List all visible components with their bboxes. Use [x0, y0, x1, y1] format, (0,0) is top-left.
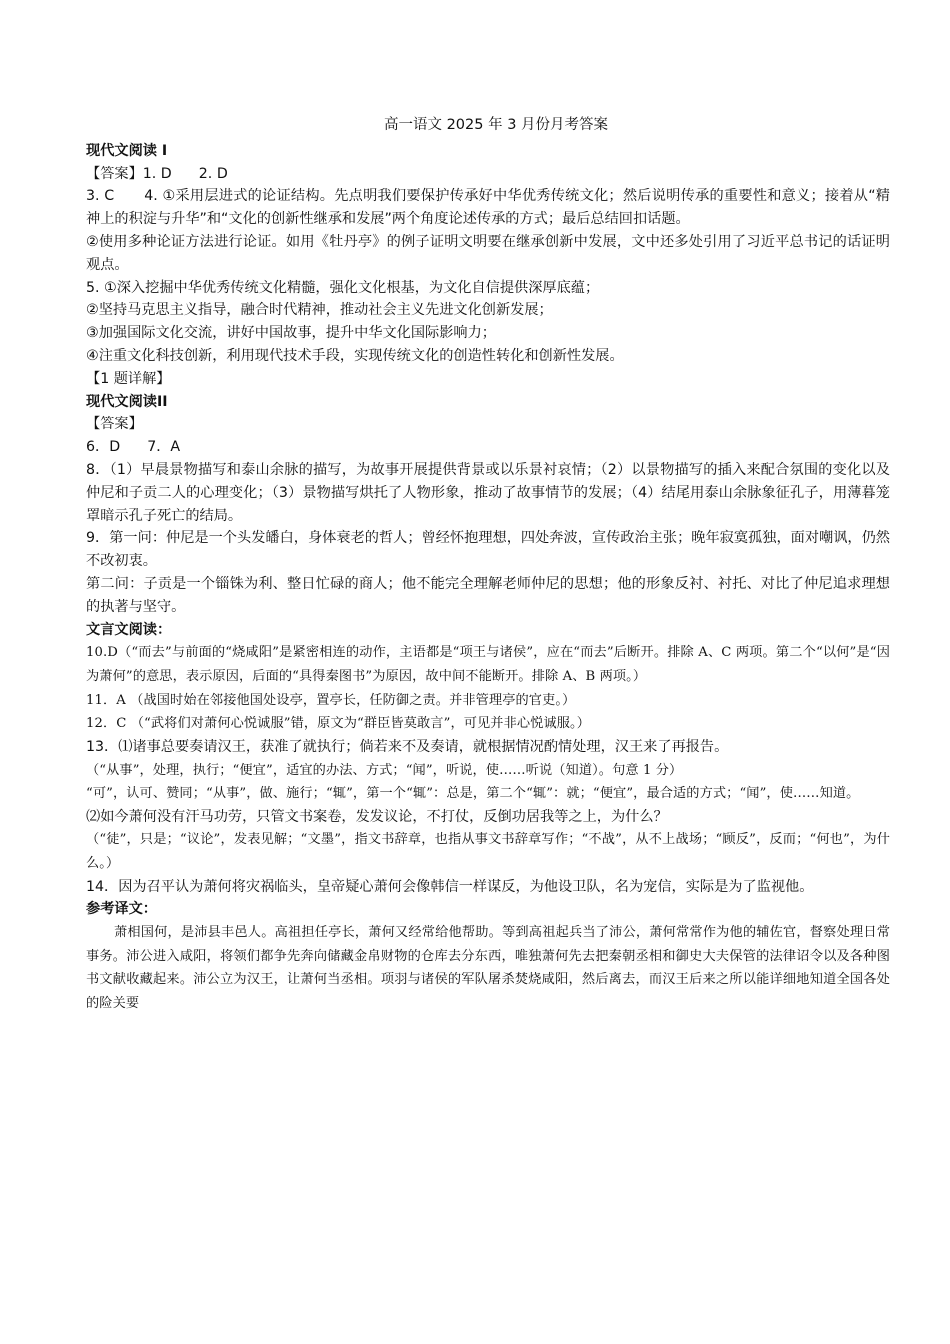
answer-13-note-3: （“徒”，只是；“议论”，发表见解；“文墨”，指文书辞章，也指从事文书辞章写作；“不战”，从不上战场；“顾反”，反而；“何也”，为什么。）	[86, 832, 890, 872]
answer-14: 14．因为召平认为萧何将灾祸临头，皇帝疑心萧何会像韩信一样谋反，为他设卫队，名为宠信，实际是为了监视他。	[86, 878, 814, 895]
answer-9-part-2: 第二问：子贡是一个锱铢为利、整日忙碌的商人；他不能完全理解老师仲尼的思想；他的形象反衬、衬托、对比了仲尼追求理想的执著与坚守。	[86, 575, 890, 615]
answer-line-1-2: 【答案】1. D 2. D	[86, 165, 228, 182]
answers-label: 【答案】	[86, 416, 143, 433]
answer-5-part-2: ②坚持马克思主义指导，融合时代精神，推动社会主义先进文化创新发展；	[86, 302, 553, 319]
answer-13-note-1: （“从事”，处理，执行；“便宜”，适宜的办法、方式；“闻”，听说，使……听说（知道）。句意 1 分）	[86, 762, 683, 778]
answer-11: 11．A （战国时始在邻接他国处设亭，置亭长，任防御之责。并非管理亭的官吏。）	[86, 692, 576, 708]
answer-5-part-1: 5. ①深入挖掘中华优秀传统文化精髓，强化文化根基，为文化自信提供深厚底蕴；	[86, 279, 600, 296]
answer-13-part-1: 13．⑴诸事总要奏请汉王，获准了就执行；倘若来不及奏请，就根据情况酌情处理，汉王来了再报告。	[86, 738, 729, 755]
answer-6-7: 6．D 7．A	[86, 439, 181, 456]
page-title: 高一语文 2025 年 3 月份月考答案	[383, 117, 609, 133]
reference-translation-text: 萧相国何，是沛县丰邑人。高祖担任亭长，萧何又经常给他帮助。等到高祖起兵当了沛公，萧何常常作为他的辅佐官，督察处理日常事务。沛公进入咸阳，将领们都争先奔向储藏金帛财物的仓库去分东西，唯独萧何先去把秦朝丞相和御史大夫保管的法律诏令以及各种图书文献收藏起来。沛公立为汉王，让萧何当丞相。项羽与诸侯的军队屠杀焚烧咸阳，然后离去，而汉王后来之所以能详细地知道全国各处的险关要	[86, 925, 890, 1012]
answer-5-part-3: ③加强国际文化交流，讲好中国故事，提升中华文化国际影响力；	[86, 325, 496, 342]
answer-10: 10.D（“而去”与前面的“烧咸阳”是紧密相连的动作，主语都是“项王与诸侯”，应在“而去”后断开。排除 A、C 两项。第二个“以何”是“因为萧何”的意思，表示原因，后面的“具得秦图书”为原因，故中间不能断开。排除 A、B 两项。）	[86, 645, 890, 684]
reference-translation-heading: 参考译文：	[86, 901, 157, 918]
answer-5-part-4: ④注重文化科技创新，利用现代技术手段，实现传统文化的创造性转化和创新性发展。	[86, 347, 624, 364]
answer-13-note-2: “可”，认可、赞同；“从事”，做、施行；“辄”，第一个“辄”：总是，第二个“辄”：就；“便宜”，最合适的方式；“闻”，使……知道。	[86, 786, 860, 802]
section-heading-classical-reading: 文言文阅读：	[86, 621, 172, 638]
section-heading-modern-reading-2: 现代文阅读II	[86, 393, 168, 410]
answer-4: 4. ①采用层进式的论证结构。先点明我们要保护传承好中华优秀传统文化；然后说明传承的重要性和意义；接着从“精神上的积淀与升华”和“文化的创新性继承和发展”两个角度论述传承的方式；最后总结回扣话题。	[86, 188, 890, 228]
answer-12: 12．C （“武将们对萧何心悦诚服”错，原文为“群臣皆莫敢言”，可见并非心悦诚服。）	[86, 716, 591, 732]
section-heading-modern-reading-1: 现代文阅读 I	[86, 142, 168, 159]
answer-8: 8．（1）早晨景物描写和泰山余脉的描写，为故事开展提供背景或以乐景衬哀情；（2）以景物描写的插入来配合氛围的变化以及仲尼和子贡二人的心理变化；（3）景物描写烘托了人物形象，推动了故事情节的发展；（4）结尾用泰山余脉象征孔子，用薄暮笼罩暗示孔子死亡的结局。	[86, 461, 890, 524]
answer-9-part-1: 9．第一问：仲尼是一个头发皤白，身体衰老的哲人；曾经怀抱理想，四处奔波，宣传政治主张；晚年寂寞孤独，面对嘲讽，仍然不改初衷。	[86, 530, 890, 570]
detail-label: 【1 题详解】	[86, 370, 171, 387]
answer-4-part-2: ②使用多种论证方法进行论证。如用《牡丹亭》的例子证明文明要在继承创新中发展，文中还多处引用了习近平总书记的话证明观点。	[86, 233, 890, 273]
answer-13-part-2: ⑵如今萧何没有汗马功劳，只管文书案卷，发发议论，不打仗，反倒功居我等之上，为什么？	[86, 808, 668, 825]
answer-3: 3. C	[86, 188, 115, 205]
answer-3-4	[86, 185, 890, 231]
